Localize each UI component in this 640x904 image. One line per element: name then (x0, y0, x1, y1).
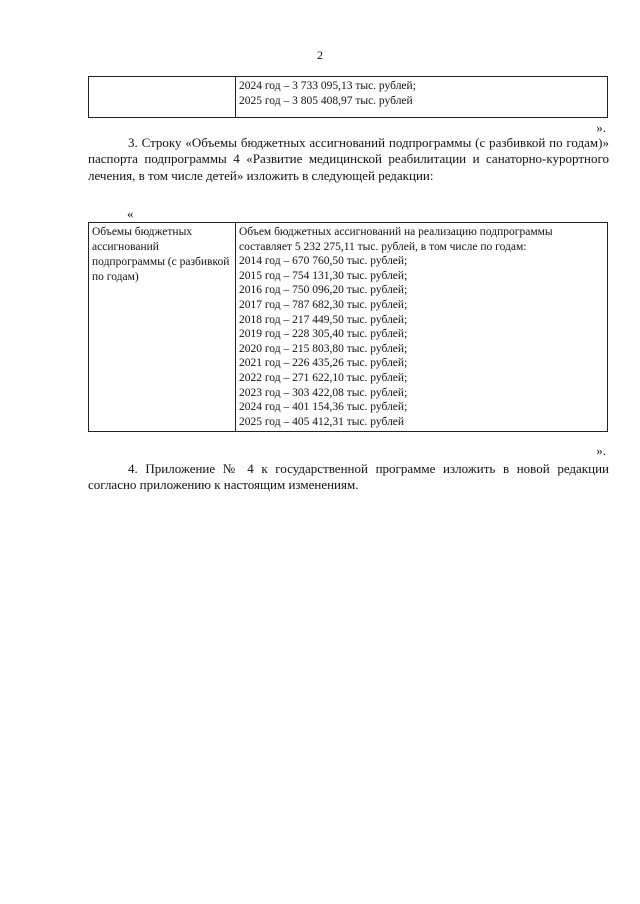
closing-quote: ». (596, 120, 606, 135)
year-line: 2016 год – 750 096,20 тыс. рублей; (239, 284, 408, 297)
table-cell-empty (89, 77, 236, 118)
year-line: 2019 год – 228 305,40 тыс. рублей; (239, 328, 408, 341)
year-line: 2025 год – 3 805 408,97 тыс. рублей (239, 95, 413, 107)
table-cell-label: Объемы бюджетных ассигнований подпрограммы (с разбивкой по годам) (89, 223, 236, 432)
closing-quote: ». (596, 443, 606, 458)
opening-quote: « (127, 206, 134, 221)
allocation-intro: Объем бюджетных ассигнований на реализацию подпрограммы составляет 5 232 275,11 тыс. рублей, в том числе по годам: (239, 226, 553, 253)
paragraph-3-text: 3. Строку «Объемы бюджетных ассигнований подпрограммы (с разбивкой по годам)» паспорта подпрограммы 4 «Развитие медицинской реабилитации и санаторно-курортного лечения, в том числе детей» изложить в следующей редакции: (88, 135, 609, 183)
year-line: 2021 год – 226 435,26 тыс. рублей; (239, 357, 408, 370)
year-line: 2022 год – 271 622,10 тыс. рублей; (239, 371, 408, 384)
year-line: 2015 год – 754 131,30 тыс. рублей; (239, 269, 408, 282)
paragraph-4 (88, 461, 609, 494)
table-cell-years (236, 77, 608, 118)
allocations-table (88, 222, 608, 432)
table-cell-amounts (236, 223, 608, 432)
allocations-table-continued (88, 76, 608, 118)
year-line: 2017 год – 787 682,30 тыс. рублей; (239, 298, 408, 311)
year-line: 2023 год – 303 422,08 тыс. рублей; (239, 386, 408, 399)
year-line: 2018 год – 217 449,50 тыс. рублей; (239, 313, 408, 326)
page-number: 2 (317, 48, 323, 62)
year-line: 2014 год – 670 760,50 тыс. рублей; (239, 255, 408, 268)
year-line: 2025 год – 405 412,31 тыс. рублей (239, 415, 405, 428)
year-line: 2024 год – 401 154,36 тыс. рублей; (239, 401, 408, 414)
paragraph-3 (88, 135, 609, 184)
year-line: 2024 год – 3 733 095,13 тыс. рублей; (239, 80, 416, 92)
year-line: 2020 год – 215 803,80 тыс. рублей; (239, 342, 408, 355)
paragraph-4-text: 4. Приложение № 4 к государственной программе изложить в новой редакции согласно приложению к настоящим изменениям. (88, 461, 609, 493)
